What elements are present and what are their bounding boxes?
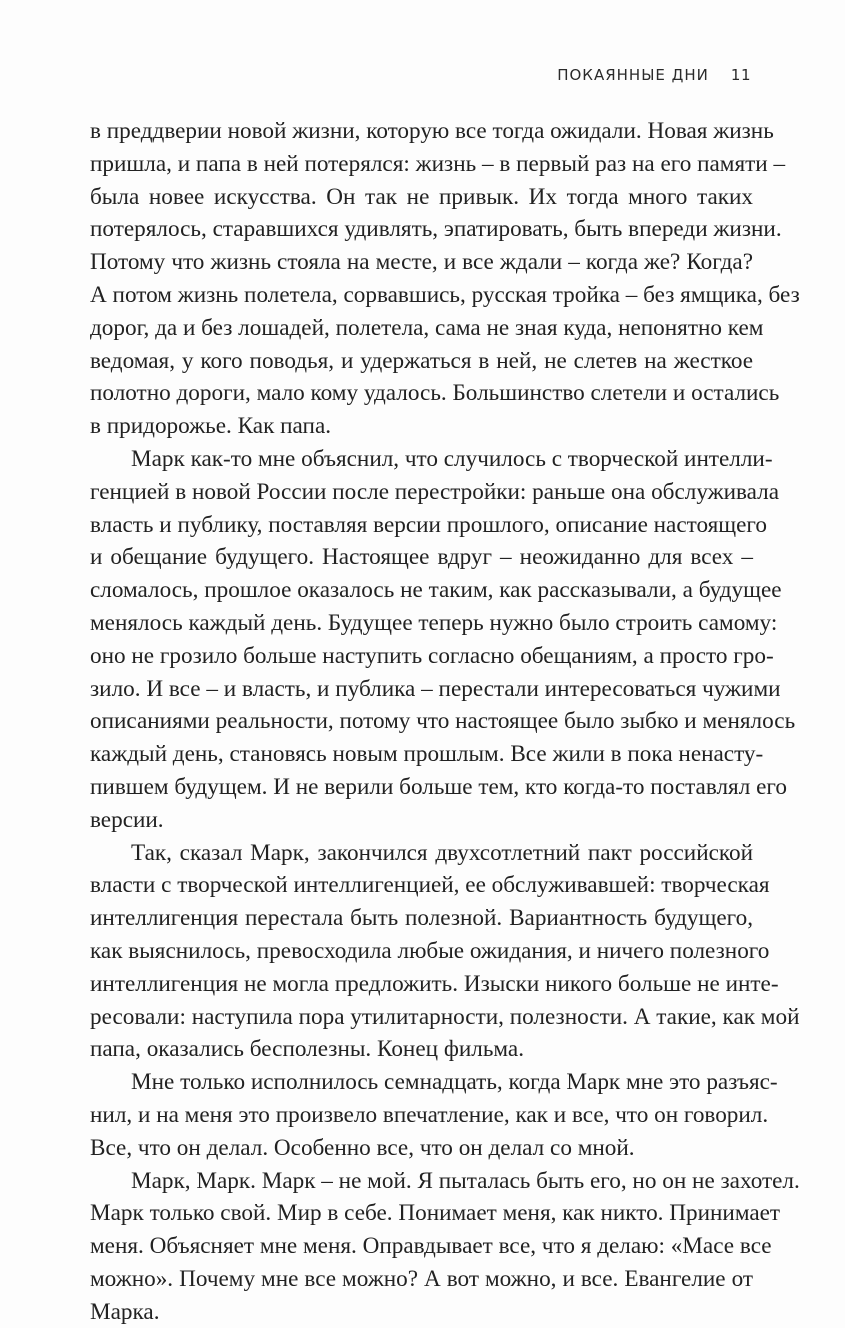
paragraph [90, 837, 753, 1067]
text-line: в придорожье. Как папа. [90, 410, 753, 443]
text-line: в преддверии новой жизни, которую все тогда ожидали. Новая жизнь [90, 115, 753, 148]
text-line: полотно дороги, мало кому удалось. Большинство слетели и остались [90, 377, 753, 410]
text-line: Потому что жизнь стояла на месте, и все ждали – когда же? Когда? [90, 246, 753, 279]
text-line: можно». Почему мне все можно? А вот можно, и все. Евангелие от [90, 1263, 753, 1296]
text-line: как выяснилось, превосходила любые ожидания, и ничего полезного [90, 935, 753, 968]
paragraph [90, 443, 753, 837]
paragraph [90, 115, 753, 443]
text-line: дорог, да и без лошадей, полетела, сама не зная куда, непонятно кем [90, 312, 753, 345]
text-line: пришла, и папа в ней потерялся: жизнь – в первый раз на его памяти – [90, 148, 753, 181]
text-line: каждый день, становясь новым прошлым. Все жили в пока ненасту- [90, 738, 753, 771]
text-line: Марк только свой. Мир в себе. Понимает меня, как никто. Принимает [90, 1197, 753, 1230]
text-line: и обещание будущего. Настоящее вдруг – неожиданно для всех – [90, 541, 753, 574]
text-line: интеллигенция перестала быть полезной. Вариантность будущего, [90, 902, 753, 935]
text-line: ведомая, у кого поводья, и удержаться в ней, не слетев на жесткое [90, 345, 753, 378]
text-line: власть и публику, поставляя версии прошлого, описание настоящего [90, 509, 753, 542]
body-text [90, 115, 753, 1328]
text-line: интеллигенция не могла предложить. Изыски никого больше не инте- [90, 968, 753, 1001]
text-line: описаниями реальности, потому что настоящее было зыбко и менялось [90, 705, 753, 738]
text-line: папа, оказались бесполезны. Конец фильма. [90, 1033, 753, 1066]
text-line: Марка. [90, 1296, 753, 1328]
text-line: Марк, Марк. Марк – не мой. Я пыталась быть его, но он не захотел. [90, 1165, 753, 1198]
running-title: ПОКАЯННЫЕ ДНИ [557, 66, 709, 84]
text-line: версии. [90, 804, 753, 837]
text-line: сломалось, прошлое оказалось не таким, как рассказывали, а будущее [90, 574, 753, 607]
text-line: оно не грозило больше наступить согласно обещаниям, а просто гро- [90, 640, 753, 673]
text-line: Мне только исполнилось семнадцать, когда Марк мне это разъяс- [90, 1066, 753, 1099]
text-line: Так, сказал Марк, закончился двухсотлетний пакт российской [90, 837, 753, 870]
text-line: генцией в новой России после перестройки: раньше она обслуживала [90, 476, 753, 509]
text-line: была новее искусства. Он так не привык. Их тогда много таких [90, 181, 753, 214]
page-number: 11 [731, 66, 751, 84]
text-line: ресовали: наступила пора утилитарности, полезности. А такие, как мой [90, 1001, 753, 1034]
text-line: зило. И все – и власть, и публика – перестали интересоваться чужими [90, 673, 753, 706]
running-header [557, 66, 751, 84]
text-line: менялось каждый день. Будущее теперь нужно было строить самому: [90, 607, 753, 640]
text-line: потерялось, старавшихся удивлять, эпатировать, быть впереди жизни. [90, 213, 753, 246]
text-line: А потом жизнь полетела, сорвавшись, русская тройка – без ямщика, без [90, 279, 753, 312]
text-line: власти с творческой интеллигенцией, ее обслуживавшей: творческая [90, 869, 753, 902]
text-line: пившем будущем. И не верили больше тем, кто когда-то поставлял его [90, 771, 753, 804]
text-line: нил, и на меня это произвело впечатление, как и все, что он говорил. [90, 1099, 753, 1132]
paragraph [90, 1165, 753, 1328]
paragraph [90, 1066, 753, 1164]
text-line: Марк как-то мне объяснил, что случилось с творческой интелли- [90, 443, 753, 476]
text-line: меня. Объясняет мне меня. Оправдывает все, что я делаю: «Масе все [90, 1230, 753, 1263]
text-line: Все, что он делал. Особенно все, что он делал со мной. [90, 1132, 753, 1165]
